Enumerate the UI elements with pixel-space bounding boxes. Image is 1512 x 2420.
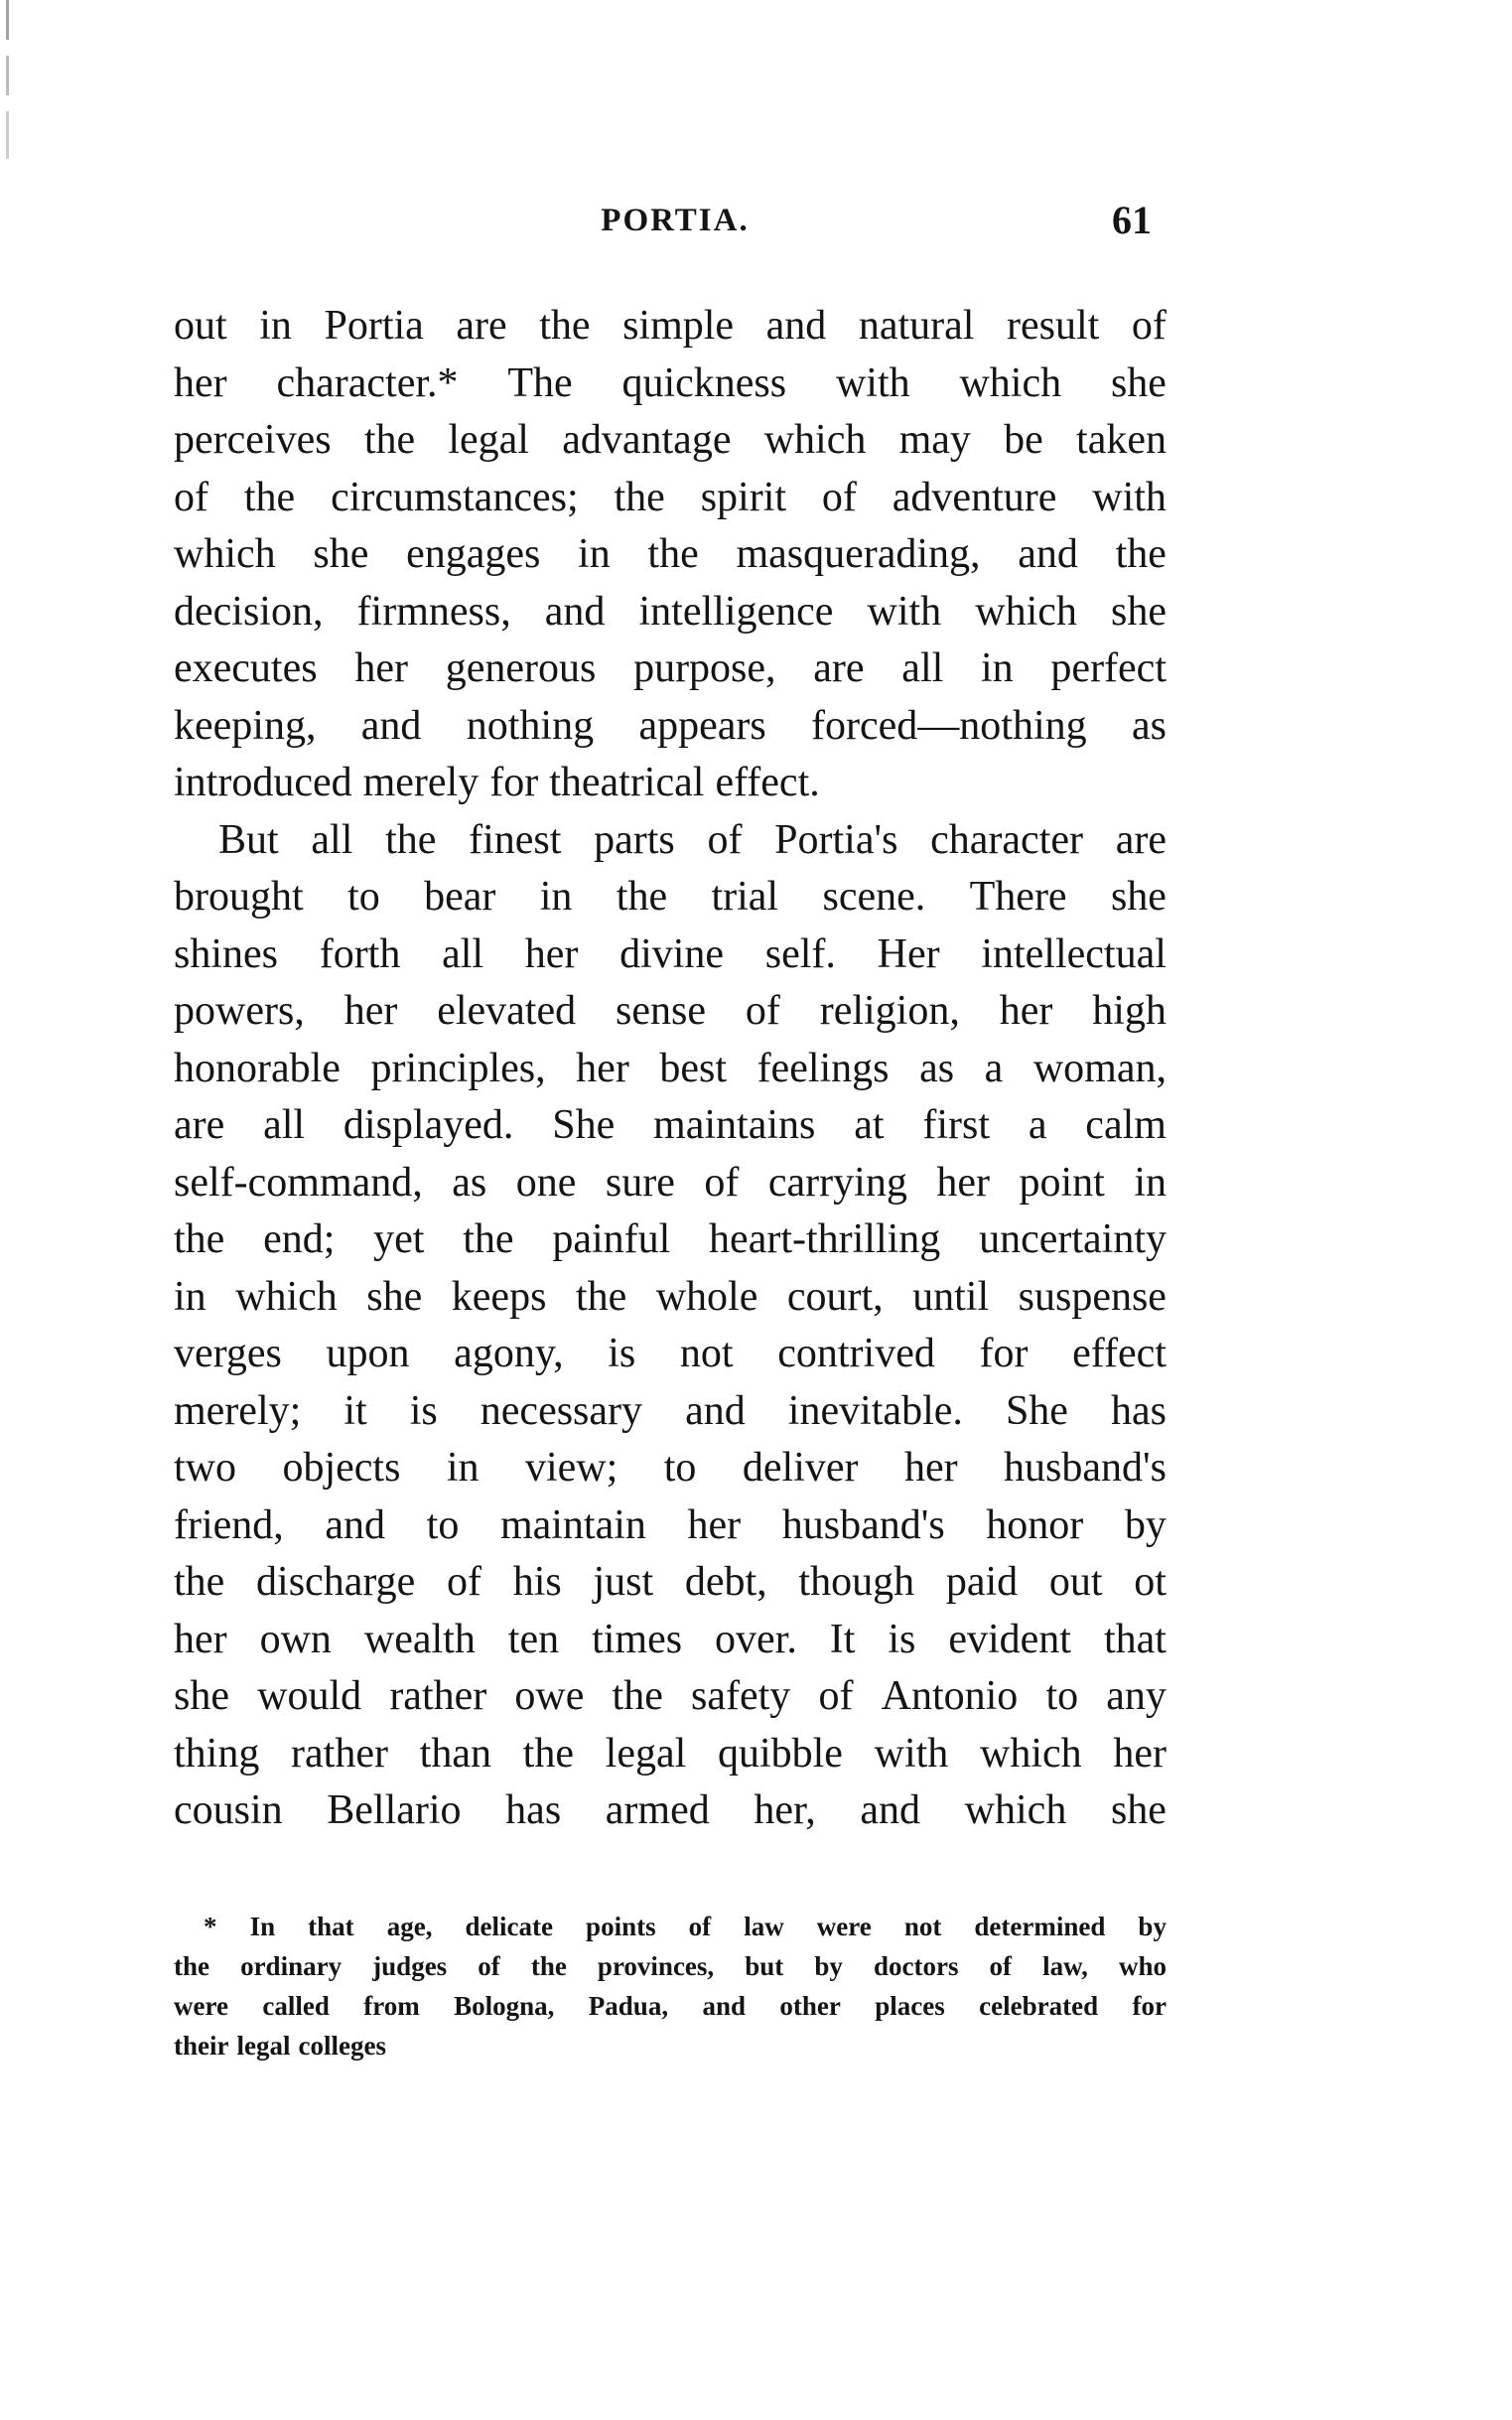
word: to [347,874,380,920]
text-line [174,356,1167,413]
word: are [1115,816,1167,863]
word: of [707,816,743,863]
word: natural [858,303,975,349]
word: her [1113,1730,1167,1777]
word: high [1092,988,1167,1034]
word: thing [174,1730,260,1777]
word: heart-thrilling [709,1216,941,1262]
word: keeps [451,1273,547,1320]
word: deliver [742,1445,859,1491]
word: not [903,1912,942,1941]
word: sense [615,988,706,1034]
word: out [1048,1559,1103,1605]
word: all [901,645,944,691]
footnote [174,1907,1167,2065]
word: result [1007,303,1100,349]
word: were [174,1991,228,2021]
word: any [1106,1673,1167,1719]
word: delicate [465,1912,553,1941]
word: of [446,1559,481,1605]
text-line [174,1668,1167,1726]
word: one [515,1159,577,1206]
word: woman, [1032,1045,1167,1091]
word: executes [174,645,318,691]
word: legal [448,417,529,463]
word: are [456,303,507,349]
word: character.* [276,359,459,406]
text-line [174,1326,1167,1383]
word: law [744,1912,784,1941]
word: with [867,588,942,635]
word: best [659,1045,728,1091]
word: the [1115,531,1167,577]
word: keeping, [174,702,317,749]
word: just [593,1559,654,1605]
word: displayed. [343,1102,514,1148]
word: brought [174,874,304,920]
word: necessary [480,1387,643,1434]
page-edge-mark [6,0,9,159]
word: merely; [174,1387,302,1434]
word: owe [514,1673,585,1719]
word: generous [445,645,597,691]
word: of [704,1159,740,1206]
word: than [419,1730,491,1777]
text-line [174,812,1167,870]
word: as [452,1159,487,1206]
word: theatrical [549,760,705,805]
word: Portia [324,303,424,349]
word: all [263,1102,306,1148]
word: and [685,1387,746,1434]
word: painful [552,1216,671,1262]
word: bear [424,874,496,920]
word: She [1005,1387,1068,1434]
word: effect. [715,760,820,805]
word: celebrated [979,1991,1099,2021]
text-line [174,755,1167,812]
text-line [174,1782,1167,1840]
text-line [174,1211,1167,1269]
word: were [816,1912,872,1941]
word: it [344,1387,367,1434]
text-line [174,926,1167,984]
text-line [174,1041,1167,1098]
word: scene. [822,874,926,920]
word: to [426,1501,460,1548]
word: quibble [717,1730,843,1777]
word: introduced [174,760,352,805]
word: calm [1085,1102,1167,1148]
word: judges [372,1951,448,1981]
word: It [829,1616,856,1662]
word: is [888,1616,916,1662]
word: in [981,645,1014,691]
word: rather [389,1673,487,1719]
text-line [174,698,1167,756]
word: friend, [174,1501,284,1548]
word: from [363,1991,420,2021]
word: end; [263,1216,336,1262]
word: her [524,930,579,977]
word: contrived [777,1331,935,1376]
word: are [813,645,865,691]
page-number: 61 [1112,198,1152,242]
word: objects [282,1445,401,1491]
word: spirit [700,474,787,520]
word: has [505,1787,562,1833]
word: advantage [562,417,732,463]
word: with [835,359,910,406]
word: discharge [256,1559,416,1605]
word: the [174,1951,209,1981]
footnote-line [174,1907,1167,1946]
word: which [763,417,867,463]
body-text [174,298,1167,1840]
word: the [174,1216,225,1262]
word: in [259,303,292,349]
word: forth [319,930,401,977]
word: would [257,1673,362,1719]
word: which [174,531,276,577]
word: determined [974,1912,1106,1941]
word: by [1138,1912,1167,1941]
word: court, [786,1273,884,1320]
word: forced—nothing [811,702,1087,749]
word: appears [638,702,766,749]
word: elevated [437,988,577,1034]
word: own [259,1616,332,1662]
word: but [745,1951,784,1981]
word: the [616,874,668,920]
word: the [539,303,591,349]
word: Bologna, [454,1991,555,2021]
word: of [745,988,780,1034]
word: merely [362,760,480,805]
word: is [608,1331,636,1376]
word: which [959,359,1062,406]
word: of [174,474,208,520]
word: her, [754,1787,816,1833]
word: and [325,1501,386,1548]
word: and [544,588,606,635]
word: a [1028,1102,1047,1148]
word: the [522,1730,574,1777]
word: Portia's [774,816,898,863]
word: But [218,816,279,863]
word: debt, [684,1559,767,1605]
word: to [663,1445,697,1491]
word: intellectual [981,930,1167,977]
word: has [1110,1387,1167,1434]
footnote-line [174,2026,1167,2065]
text-line [174,641,1167,698]
word: intelligence [638,588,834,635]
word: divine [619,930,725,977]
word: in [446,1445,480,1491]
text-line [174,584,1167,641]
word: for [979,1331,1029,1376]
text-line [174,1097,1167,1155]
text-line [174,1440,1167,1497]
word: of [478,1951,500,1981]
word: and [860,1787,921,1833]
word: the [463,1216,514,1262]
word: adventure [892,474,1057,520]
word: legal [236,2031,291,2061]
word: feelings [756,1045,890,1091]
word: with [874,1730,949,1777]
word: points [586,1912,656,1941]
word: the [530,1951,567,1981]
word: honor [986,1501,1084,1548]
word: in [578,531,611,577]
word: Bellario [327,1787,462,1833]
footnote-line [174,1986,1167,2026]
word: of [821,474,857,520]
footnote-line [174,1946,1167,1986]
text-line [174,1726,1167,1783]
word: that [308,1912,354,1941]
text-line [174,869,1167,926]
word: wealth [363,1616,476,1662]
word: the [385,816,437,863]
word: She [552,1102,616,1148]
word: out [174,303,227,349]
word: of [1131,303,1167,349]
word: all [311,816,353,863]
word: places [875,1991,945,2021]
word: her [174,359,227,406]
word: her [687,1501,742,1548]
word: the [647,531,699,577]
word: their [174,2031,229,2061]
word: quickness [621,359,787,406]
word: may [898,417,971,463]
word: in [174,1273,206,1320]
word: whole [655,1273,758,1320]
word: by [1124,1501,1167,1548]
word: The [507,359,573,406]
text-line [174,298,1167,356]
word: principles, [370,1045,546,1091]
word: of [688,1912,712,1941]
text-line [174,1269,1167,1327]
word: her [354,645,408,691]
word: her [174,1616,227,1662]
text-line [174,526,1167,584]
word: husband's [781,1501,945,1548]
word: sure [605,1159,675,1206]
word: Padua, [588,1991,669,2021]
word: as [919,1045,955,1091]
word: his [512,1559,562,1605]
word: powers, [174,988,305,1034]
word: Her [877,930,940,977]
word: * [204,1912,217,1941]
text-line [174,1612,1167,1669]
text-line [174,412,1167,470]
word: as [1131,702,1167,749]
word: her [903,1445,958,1491]
word: taken [1076,417,1167,463]
word: her [344,988,398,1034]
word: the [174,1559,225,1605]
word: carrying [767,1159,907,1206]
word: of [989,1951,1013,1981]
word: inevitable. [787,1387,963,1434]
word: though [798,1559,915,1605]
word: yet [373,1216,425,1262]
word: over. [715,1616,797,1662]
word: and [765,303,827,349]
word: that [1103,1616,1167,1662]
word: who [1118,1951,1167,1981]
word: In [249,1912,276,1941]
word: maintain [499,1501,646,1548]
word: called [262,1991,330,2021]
word: safety [691,1673,791,1719]
word: which [964,1787,1067,1833]
word: effect [1072,1331,1167,1376]
word: purpose, [633,645,776,691]
word: trial [711,874,779,920]
word: in [1134,1159,1167,1206]
word: colleges [298,2031,386,2061]
word: times [592,1616,683,1662]
word: be [1004,417,1043,463]
word: she [366,1273,423,1320]
word: rather [291,1730,388,1777]
word: engages [406,531,541,577]
word: law, [1042,1951,1088,1981]
word: circumstances; [331,474,579,520]
word: she [1110,359,1167,406]
word: she [1110,874,1167,920]
word: suspense [1018,1273,1167,1320]
text-line [174,1155,1167,1212]
text-line [174,1383,1167,1441]
word: two [174,1445,236,1491]
word: of [818,1673,854,1719]
word: her [576,1045,629,1091]
word: Antonio [881,1673,1019,1719]
word: for [1132,1991,1167,2021]
word: finest [469,816,562,863]
word: the [575,1273,627,1320]
word: honorable [174,1045,341,1091]
word: There [969,874,1067,920]
word: shines [174,930,278,977]
word: a [984,1045,1004,1091]
word: decision, [174,588,324,635]
word: cousin [174,1787,283,1833]
word: her [999,988,1053,1034]
word: self-command, [174,1159,423,1206]
word: the [614,474,665,520]
word: evident [948,1616,1071,1662]
word: armed [605,1787,710,1833]
word: religion, [819,988,960,1034]
word: the [363,417,416,463]
word: for [489,760,539,805]
word: self. [764,930,836,977]
word: simple [622,303,735,349]
word: point [1019,1159,1105,1206]
word: maintains [653,1102,816,1148]
word: with [1092,474,1167,520]
word: verges [174,1331,282,1376]
text-line [174,1554,1167,1612]
word: ten [507,1616,560,1662]
word: her [936,1159,990,1206]
word: upon [326,1331,410,1376]
word: she [1111,588,1167,635]
word: perfect [1050,645,1167,691]
word: in [539,874,573,920]
word: firmness, [356,588,511,635]
word: and [702,1991,747,2021]
word: the [243,474,296,520]
word: and [1018,531,1078,577]
word: other [779,1991,841,2021]
word: to [1045,1673,1079,1719]
word: and [360,702,422,749]
word: uncertainty [979,1216,1167,1262]
word: agony, [454,1331,564,1376]
word: by [814,1951,843,1981]
text-line [174,983,1167,1041]
running-header-title: PORTIA. [601,203,750,238]
word: is [409,1387,438,1434]
text-line [174,1497,1167,1555]
word: she [1110,1787,1167,1833]
word: view; [525,1445,619,1491]
word: paid [945,1559,1019,1605]
word: not [679,1331,734,1376]
word: all [442,930,484,977]
word: she [313,531,369,577]
text-line [174,470,1167,527]
word: she [174,1673,229,1719]
word: which [235,1273,338,1320]
word: provinces, [597,1951,715,1981]
word: the [612,1673,663,1719]
word: nothing [466,702,595,749]
word: husband's [1004,1445,1167,1491]
word: first [922,1102,990,1148]
word: doctors [873,1951,959,1981]
word: perceives [174,417,332,463]
word: legal [605,1730,687,1777]
word: ot [1134,1559,1167,1605]
word: masquerading, [736,531,981,577]
word: character [930,816,1083,863]
word: parts [594,816,675,863]
word: until [912,1273,990,1320]
word: which [980,1730,1082,1777]
word: which [975,588,1077,635]
word: ordinary [240,1951,343,1981]
word: are [174,1102,225,1148]
word: age, [386,1912,433,1941]
word: at [854,1102,885,1148]
